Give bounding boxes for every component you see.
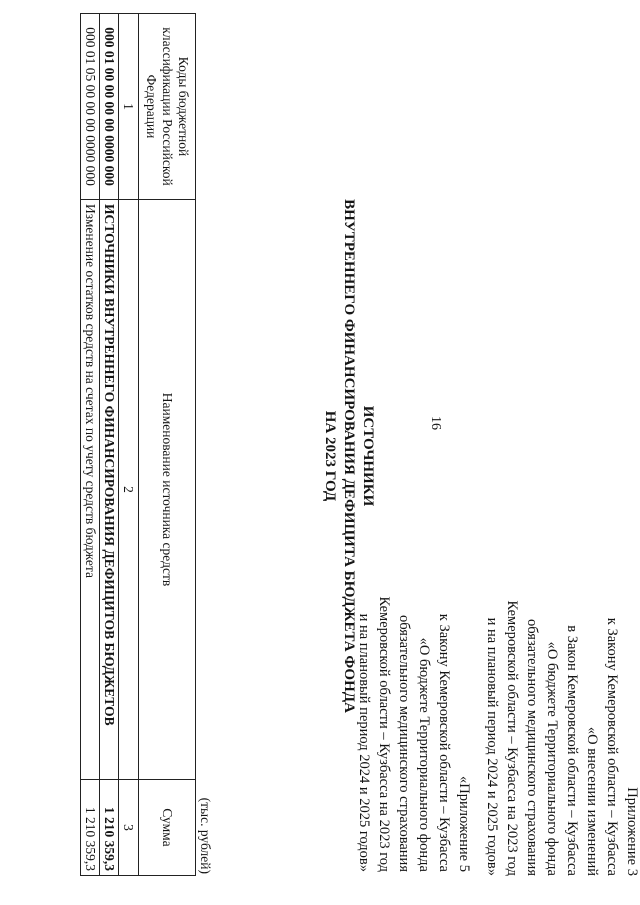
unit-note: (тыс. рублей) <box>198 797 213 874</box>
appendix-5-line: «Приложение 5 <box>456 776 472 872</box>
title-line: ИСТОЧНИКИ <box>360 405 376 507</box>
row-name: Изменение остатков средств на счетах по учету средств бюджета <box>81 200 100 780</box>
row-name: ИСТОЧНИКИ ВНУТРЕННЕГО ФИНАНСИРОВАНИЯ ДЕФИЦИТОВ БЮДЖЕТОВ <box>100 200 119 780</box>
appendix-3-line: и на плановый период 2024 и 2025 годов» <box>484 617 500 876</box>
appendix-5-line: и на плановый период 2024 и 2025 годов» <box>356 613 372 872</box>
column-number-row <box>119 14 139 876</box>
table-row <box>81 14 100 876</box>
header-name: Наименование источника средств <box>139 200 196 780</box>
appendix-3-line: Кемеровской области – Кузбасса на 2023 год <box>504 600 520 876</box>
appendix-3-caption <box>482 492 640 876</box>
table-row <box>100 14 119 876</box>
appendix-5-line: Кемеровской области – Кузбасса на 2023 год <box>376 596 392 872</box>
document-title <box>320 176 377 736</box>
appendix-3-line: к Закону Кемеровской области – Кузбасса <box>604 617 620 876</box>
appendix-3-line: «О бюджете Территориального фонда <box>544 641 560 876</box>
appendix-3-line: «О внесении изменений <box>584 726 600 876</box>
row-code: 000 01 05 00 00 00 0000 000 <box>81 14 100 200</box>
row-code: 000 01 00 00 00 00 0000 000 <box>100 14 119 200</box>
appendix-5-line: «О бюджете Территориального фонда <box>416 637 432 872</box>
appendix-5-line: обязательного медицинского страхования <box>396 615 412 872</box>
appendix-3-line: Приложение 3 <box>624 787 640 876</box>
column-number: 3 <box>119 780 139 876</box>
header-amount: Сумма <box>139 780 196 876</box>
appendix-3-line: в Закон Кемеровской области – Кузбасса <box>564 625 580 876</box>
appendix-5-line: к Закону Кемеровской области – Кузбасса <box>436 613 452 872</box>
table-header-row <box>139 14 196 876</box>
title-line: ВНУТРЕННЕГО ФИНАНСИРОВАНИЯ ДЕФИЦИТА БЮДЖЕТА ФОНДА <box>341 199 357 713</box>
title-line: НА 2023 ГОД <box>322 410 338 502</box>
column-number: 2 <box>119 200 139 780</box>
appendix-3-line: обязательного медицинского страхования <box>524 619 540 876</box>
row-amount: 1 210 359,3 <box>81 780 100 876</box>
financing-sources-table <box>80 13 196 876</box>
header-codes: Коды бюджетной классификации Российской Федерации <box>139 14 196 200</box>
column-number: 1 <box>119 14 139 200</box>
row-amount: 1 210 359,3 <box>100 780 119 876</box>
page-number: 16 <box>428 416 443 430</box>
